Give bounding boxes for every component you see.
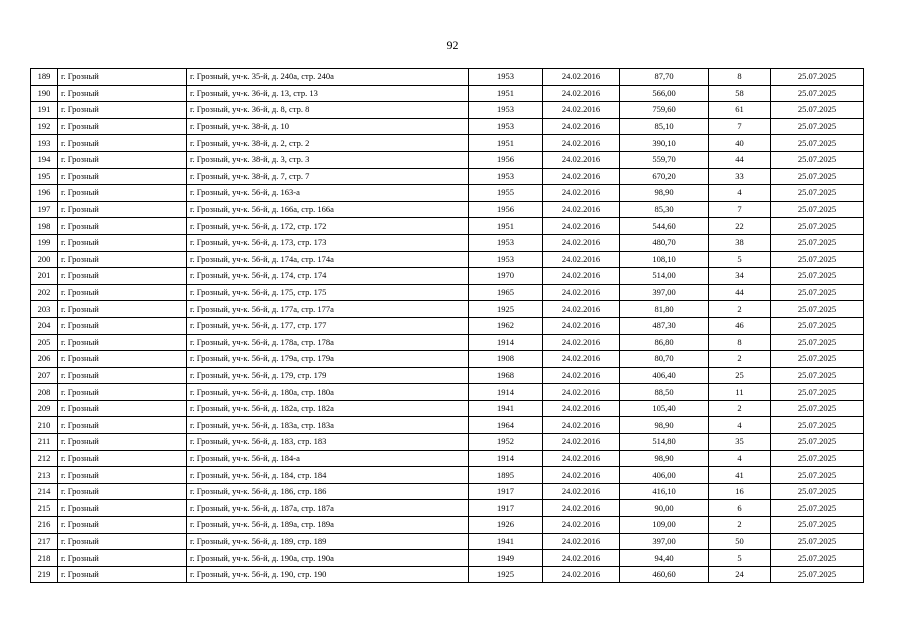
city-cell: г. Грозный xyxy=(58,417,187,434)
row-number: 208 xyxy=(31,384,58,401)
residents-count-cell: 5 xyxy=(709,251,771,268)
resettlement-date-cell: 25.07.2025 xyxy=(771,69,864,86)
table-row xyxy=(31,384,864,401)
area-cell: 514,00 xyxy=(620,268,709,285)
resettlement-date-cell: 25.07.2025 xyxy=(771,400,864,417)
resettlement-date-cell: 25.07.2025 xyxy=(771,517,864,534)
table-row xyxy=(31,367,864,384)
row-number: 198 xyxy=(31,218,58,235)
resettlement-date-cell: 25.07.2025 xyxy=(771,185,864,202)
resettlement-date-cell: 25.07.2025 xyxy=(771,151,864,168)
table-row xyxy=(31,69,864,86)
table-body xyxy=(31,69,864,583)
area-cell: 90,00 xyxy=(620,500,709,517)
table-row xyxy=(31,417,864,434)
residents-count-cell: 4 xyxy=(709,417,771,434)
table-row xyxy=(31,550,864,567)
city-cell: г. Грозный xyxy=(58,168,187,185)
table-row xyxy=(31,400,864,417)
table-row xyxy=(31,566,864,583)
recognition-date-cell: 24.02.2016 xyxy=(543,151,620,168)
resettlement-date-cell: 25.07.2025 xyxy=(771,367,864,384)
city-cell: г. Грозный xyxy=(58,533,187,550)
row-number: 189 xyxy=(31,69,58,86)
city-cell: г. Грозный xyxy=(58,251,187,268)
residents-count-cell: 25 xyxy=(709,367,771,384)
city-cell: г. Грозный xyxy=(58,384,187,401)
city-cell: г. Грозный xyxy=(58,500,187,517)
year-built-cell: 1914 xyxy=(469,450,543,467)
area-cell: 98,90 xyxy=(620,450,709,467)
row-number: 206 xyxy=(31,351,58,368)
resettlement-date-cell: 25.07.2025 xyxy=(771,434,864,451)
recognition-date-cell: 24.02.2016 xyxy=(543,201,620,218)
residents-count-cell: 58 xyxy=(709,85,771,102)
resettlement-date-cell: 25.07.2025 xyxy=(771,168,864,185)
residents-count-cell: 34 xyxy=(709,268,771,285)
area-cell: 397,00 xyxy=(620,533,709,550)
residents-count-cell: 2 xyxy=(709,301,771,318)
year-built-cell: 1941 xyxy=(469,533,543,550)
year-built-cell: 1917 xyxy=(469,500,543,517)
recognition-date-cell: 24.02.2016 xyxy=(543,284,620,301)
area-cell: 87,70 xyxy=(620,69,709,86)
table-row xyxy=(31,85,864,102)
area-cell: 397,00 xyxy=(620,284,709,301)
year-built-cell: 1968 xyxy=(469,367,543,384)
recognition-date-cell: 24.02.2016 xyxy=(543,400,620,417)
city-cell: г. Грозный xyxy=(58,69,187,86)
table-row xyxy=(31,517,864,534)
table-row xyxy=(31,434,864,451)
table-row xyxy=(31,450,864,467)
address-cell: г. Грозный, уч-к. 56-й, д. 179а, стр. 179а xyxy=(187,351,469,368)
area-cell: 109,00 xyxy=(620,517,709,534)
row-number: 200 xyxy=(31,251,58,268)
city-cell: г. Грозный xyxy=(58,102,187,119)
row-number: 217 xyxy=(31,533,58,550)
area-cell: 670,20 xyxy=(620,168,709,185)
row-number: 216 xyxy=(31,517,58,534)
row-number: 215 xyxy=(31,500,58,517)
area-cell: 480,70 xyxy=(620,234,709,251)
year-built-cell: 1953 xyxy=(469,102,543,119)
city-cell: г. Грозный xyxy=(58,483,187,500)
year-built-cell: 1926 xyxy=(469,517,543,534)
city-cell: г. Грозный xyxy=(58,284,187,301)
residents-count-cell: 2 xyxy=(709,351,771,368)
year-built-cell: 1965 xyxy=(469,284,543,301)
address-cell: г. Грозный, уч-к. 56-й, д. 166а, стр. 166а xyxy=(187,201,469,218)
resettlement-date-cell: 25.07.2025 xyxy=(771,234,864,251)
table-row xyxy=(31,168,864,185)
recognition-date-cell: 24.02.2016 xyxy=(543,550,620,567)
year-built-cell: 1949 xyxy=(469,550,543,567)
table-row xyxy=(31,201,864,218)
row-number: 201 xyxy=(31,268,58,285)
table-row xyxy=(31,135,864,152)
recognition-date-cell: 24.02.2016 xyxy=(543,467,620,484)
table-row xyxy=(31,533,864,550)
recognition-date-cell: 24.02.2016 xyxy=(543,301,620,318)
address-cell: г. Грозный, уч-к. 38-й, д. 3, стр. 3 xyxy=(187,151,469,168)
city-cell: г. Грозный xyxy=(58,450,187,467)
year-built-cell: 1914 xyxy=(469,334,543,351)
resettlement-date-cell: 25.07.2025 xyxy=(771,251,864,268)
residents-count-cell: 24 xyxy=(709,566,771,583)
address-cell: г. Грозный, уч-к. 56-й, д. 172, стр. 172 xyxy=(187,218,469,235)
area-cell: 105,40 xyxy=(620,400,709,417)
table-row xyxy=(31,351,864,368)
address-cell: г. Грозный, уч-к. 56-й, д. 174а, стр. 174а xyxy=(187,251,469,268)
recognition-date-cell: 24.02.2016 xyxy=(543,434,620,451)
address-cell: г. Грозный, уч-к. 56-й, д. 190а, стр. 190а xyxy=(187,550,469,567)
resettlement-date-cell: 25.07.2025 xyxy=(771,85,864,102)
recognition-date-cell: 24.02.2016 xyxy=(543,450,620,467)
recognition-date-cell: 24.02.2016 xyxy=(543,102,620,119)
residents-count-cell: 22 xyxy=(709,218,771,235)
recognition-date-cell: 24.02.2016 xyxy=(543,566,620,583)
area-cell: 460,60 xyxy=(620,566,709,583)
address-cell: г. Грозный, уч-к. 56-й, д. 178а, стр. 178а xyxy=(187,334,469,351)
row-number: 191 xyxy=(31,102,58,119)
recognition-date-cell: 24.02.2016 xyxy=(543,135,620,152)
address-cell: г. Грозный, уч-к. 38-й, д. 2, стр. 2 xyxy=(187,135,469,152)
resettlement-date-cell: 25.07.2025 xyxy=(771,351,864,368)
city-cell: г. Грозный xyxy=(58,185,187,202)
resettlement-date-cell: 25.07.2025 xyxy=(771,118,864,135)
year-built-cell: 1951 xyxy=(469,218,543,235)
row-number: 203 xyxy=(31,301,58,318)
city-cell: г. Грозный xyxy=(58,218,187,235)
residents-count-cell: 2 xyxy=(709,400,771,417)
row-number: 195 xyxy=(31,168,58,185)
resettlement-date-cell: 25.07.2025 xyxy=(771,417,864,434)
residents-count-cell: 7 xyxy=(709,201,771,218)
row-number: 210 xyxy=(31,417,58,434)
city-cell: г. Грозный xyxy=(58,135,187,152)
year-built-cell: 1925 xyxy=(469,301,543,318)
recognition-date-cell: 24.02.2016 xyxy=(543,483,620,500)
city-cell: г. Грозный xyxy=(58,467,187,484)
address-cell: г. Грозный, уч-к. 56-й, д. 186, стр. 186 xyxy=(187,483,469,500)
city-cell: г. Грозный xyxy=(58,151,187,168)
resettlement-date-cell: 25.07.2025 xyxy=(771,135,864,152)
table-row xyxy=(31,102,864,119)
resettlement-date-cell: 25.07.2025 xyxy=(771,500,864,517)
recognition-date-cell: 24.02.2016 xyxy=(543,69,620,86)
table-row xyxy=(31,118,864,135)
residents-count-cell: 35 xyxy=(709,434,771,451)
recognition-date-cell: 24.02.2016 xyxy=(543,185,620,202)
city-cell: г. Грозный xyxy=(58,351,187,368)
row-number: 212 xyxy=(31,450,58,467)
resettlement-date-cell: 25.07.2025 xyxy=(771,483,864,500)
row-number: 209 xyxy=(31,400,58,417)
address-cell: г. Грозный, уч-к. 36-й, д. 13, стр. 13 xyxy=(187,85,469,102)
address-cell: г. Грозный, уч-к. 56-й, д. 183, стр. 183 xyxy=(187,434,469,451)
residents-count-cell: 5 xyxy=(709,550,771,567)
address-cell: г. Грозный, уч-к. 56-й, д. 189а, стр. 189а xyxy=(187,517,469,534)
area-cell: 94,40 xyxy=(620,550,709,567)
recognition-date-cell: 24.02.2016 xyxy=(543,533,620,550)
city-cell: г. Грозный xyxy=(58,317,187,334)
area-cell: 566,00 xyxy=(620,85,709,102)
residents-count-cell: 4 xyxy=(709,185,771,202)
table-row xyxy=(31,301,864,318)
city-cell: г. Грозный xyxy=(58,201,187,218)
row-number: 194 xyxy=(31,151,58,168)
row-number: 199 xyxy=(31,234,58,251)
address-cell: г. Грозный, уч-к. 56-й, д. 177а, стр. 177а xyxy=(187,301,469,318)
resettlement-date-cell: 25.07.2025 xyxy=(771,467,864,484)
recognition-date-cell: 24.02.2016 xyxy=(543,218,620,235)
recognition-date-cell: 24.02.2016 xyxy=(543,384,620,401)
address-cell: г. Грозный, уч-к. 56-й, д. 190, стр. 190 xyxy=(187,566,469,583)
recognition-date-cell: 24.02.2016 xyxy=(543,500,620,517)
address-cell: г. Грозный, уч-к. 56-й, д. 173, стр. 173 xyxy=(187,234,469,251)
address-cell: г. Грозный, уч-к. 38-й, д. 10 xyxy=(187,118,469,135)
resettlement-date-cell: 25.07.2025 xyxy=(771,334,864,351)
year-built-cell: 1953 xyxy=(469,168,543,185)
city-cell: г. Грозный xyxy=(58,517,187,534)
resettlement-date-cell: 25.07.2025 xyxy=(771,384,864,401)
year-built-cell: 1956 xyxy=(469,151,543,168)
table-row xyxy=(31,317,864,334)
row-number: 196 xyxy=(31,185,58,202)
year-built-cell: 1953 xyxy=(469,234,543,251)
year-built-cell: 1951 xyxy=(469,85,543,102)
residents-count-cell: 46 xyxy=(709,317,771,334)
year-built-cell: 1955 xyxy=(469,185,543,202)
resettlement-date-cell: 25.07.2025 xyxy=(771,566,864,583)
area-cell: 514,80 xyxy=(620,434,709,451)
year-built-cell: 1908 xyxy=(469,351,543,368)
residents-count-cell: 16 xyxy=(709,483,771,500)
row-number: 218 xyxy=(31,550,58,567)
area-cell: 416,10 xyxy=(620,483,709,500)
address-cell: г. Грозный, уч-к. 56-й, д. 180а, стр. 180а xyxy=(187,384,469,401)
residents-count-cell: 6 xyxy=(709,500,771,517)
city-cell: г. Грозный xyxy=(58,550,187,567)
resettlement-date-cell: 25.07.2025 xyxy=(771,284,864,301)
residents-count-cell: 4 xyxy=(709,450,771,467)
area-cell: 390,10 xyxy=(620,135,709,152)
row-number: 192 xyxy=(31,118,58,135)
area-cell: 487,30 xyxy=(620,317,709,334)
address-cell: г. Грозный, уч-к. 35-й, д. 240а, стр. 240а xyxy=(187,69,469,86)
area-cell: 108,10 xyxy=(620,251,709,268)
year-built-cell: 1952 xyxy=(469,434,543,451)
table-row xyxy=(31,483,864,500)
row-number: 214 xyxy=(31,483,58,500)
resettlement-date-cell: 25.07.2025 xyxy=(771,301,864,318)
area-cell: 406,40 xyxy=(620,367,709,384)
resettlement-date-cell: 25.07.2025 xyxy=(771,201,864,218)
recognition-date-cell: 24.02.2016 xyxy=(543,317,620,334)
year-built-cell: 1953 xyxy=(469,251,543,268)
table-row xyxy=(31,151,864,168)
city-cell: г. Грозный xyxy=(58,118,187,135)
address-cell: г. Грозный, уч-к. 56-й, д. 175, стр. 175 xyxy=(187,284,469,301)
year-built-cell: 1962 xyxy=(469,317,543,334)
resettlement-date-cell: 25.07.2025 xyxy=(771,102,864,119)
row-number: 213 xyxy=(31,467,58,484)
city-cell: г. Грозный xyxy=(58,367,187,384)
table-row xyxy=(31,251,864,268)
city-cell: г. Грозный xyxy=(58,301,187,318)
row-number: 207 xyxy=(31,367,58,384)
residents-count-cell: 33 xyxy=(709,168,771,185)
area-cell: 544,60 xyxy=(620,218,709,235)
residents-count-cell: 44 xyxy=(709,284,771,301)
year-built-cell: 1917 xyxy=(469,483,543,500)
table-row xyxy=(31,334,864,351)
residents-count-cell: 50 xyxy=(709,533,771,550)
address-cell: г. Грозный, уч-к. 36-й, д. 8, стр. 8 xyxy=(187,102,469,119)
recognition-date-cell: 24.02.2016 xyxy=(543,417,620,434)
address-cell: г. Грозный, уч-к. 56-й, д. 163-а xyxy=(187,185,469,202)
area-cell: 88,50 xyxy=(620,384,709,401)
area-cell: 98,90 xyxy=(620,185,709,202)
year-built-cell: 1941 xyxy=(469,400,543,417)
address-cell: г. Грозный, уч-к. 56-й, д. 177, стр. 177 xyxy=(187,317,469,334)
row-number: 202 xyxy=(31,284,58,301)
table-row xyxy=(31,185,864,202)
area-cell: 85,30 xyxy=(620,201,709,218)
address-cell: г. Грозный, уч-к. 56-й, д. 187а, стр. 187а xyxy=(187,500,469,517)
address-cell: г. Грозный, уч-к. 56-й, д. 182а, стр. 182а xyxy=(187,400,469,417)
area-cell: 80,70 xyxy=(620,351,709,368)
year-built-cell: 1956 xyxy=(469,201,543,218)
city-cell: г. Грозный xyxy=(58,566,187,583)
page-number: 92 xyxy=(446,38,459,52)
year-built-cell: 1970 xyxy=(469,268,543,285)
row-number: 204 xyxy=(31,317,58,334)
residents-count-cell: 11 xyxy=(709,384,771,401)
table-row xyxy=(31,268,864,285)
recognition-date-cell: 24.02.2016 xyxy=(543,334,620,351)
residents-count-cell: 7 xyxy=(709,118,771,135)
housing-registry-table xyxy=(30,68,864,583)
row-number: 205 xyxy=(31,334,58,351)
residents-count-cell: 38 xyxy=(709,234,771,251)
recognition-date-cell: 24.02.2016 xyxy=(543,351,620,368)
recognition-date-cell: 24.02.2016 xyxy=(543,168,620,185)
resettlement-date-cell: 25.07.2025 xyxy=(771,450,864,467)
row-number: 219 xyxy=(31,566,58,583)
year-built-cell: 1951 xyxy=(469,135,543,152)
recognition-date-cell: 24.02.2016 xyxy=(543,234,620,251)
year-built-cell: 1953 xyxy=(469,118,543,135)
area-cell: 559,70 xyxy=(620,151,709,168)
year-built-cell: 1925 xyxy=(469,566,543,583)
city-cell: г. Грозный xyxy=(58,334,187,351)
table-row xyxy=(31,284,864,301)
recognition-date-cell: 24.02.2016 xyxy=(543,251,620,268)
year-built-cell: 1964 xyxy=(469,417,543,434)
area-cell: 85,10 xyxy=(620,118,709,135)
address-cell: г. Грозный, уч-к. 56-й, д. 189, стр. 189 xyxy=(187,533,469,550)
address-cell: г. Грозный, уч-к. 56-й, д. 183а, стр. 183а xyxy=(187,417,469,434)
address-cell: г. Грозный, уч-к. 56-й, д. 174, стр. 174 xyxy=(187,268,469,285)
address-cell: г. Грозный, уч-к. 56-й, д. 184, стр. 184 xyxy=(187,467,469,484)
area-cell: 86,80 xyxy=(620,334,709,351)
address-cell: г. Грозный, уч-к. 38-й, д. 7, стр. 7 xyxy=(187,168,469,185)
table-row xyxy=(31,467,864,484)
area-cell: 759,60 xyxy=(620,102,709,119)
year-built-cell: 1914 xyxy=(469,384,543,401)
residents-count-cell: 2 xyxy=(709,517,771,534)
recognition-date-cell: 24.02.2016 xyxy=(543,118,620,135)
resettlement-date-cell: 25.07.2025 xyxy=(771,533,864,550)
residents-count-cell: 8 xyxy=(709,69,771,86)
recognition-date-cell: 24.02.2016 xyxy=(543,517,620,534)
resettlement-date-cell: 25.07.2025 xyxy=(771,218,864,235)
city-cell: г. Грозный xyxy=(58,400,187,417)
city-cell: г. Грозный xyxy=(58,85,187,102)
recognition-date-cell: 24.02.2016 xyxy=(543,85,620,102)
year-built-cell: 1895 xyxy=(469,467,543,484)
city-cell: г. Грозный xyxy=(58,234,187,251)
area-cell: 81,80 xyxy=(620,301,709,318)
recognition-date-cell: 24.02.2016 xyxy=(543,268,620,285)
area-cell: 98,90 xyxy=(620,417,709,434)
address-cell: г. Грозный, уч-к. 56-й, д. 179, стр. 179 xyxy=(187,367,469,384)
city-cell: г. Грозный xyxy=(58,268,187,285)
table-row xyxy=(31,500,864,517)
recognition-date-cell: 24.02.2016 xyxy=(543,367,620,384)
resettlement-date-cell: 25.07.2025 xyxy=(771,317,864,334)
row-number: 193 xyxy=(31,135,58,152)
residents-count-cell: 41 xyxy=(709,467,771,484)
row-number: 190 xyxy=(31,85,58,102)
residents-count-cell: 8 xyxy=(709,334,771,351)
city-cell: г. Грозный xyxy=(58,434,187,451)
row-number: 197 xyxy=(31,201,58,218)
address-cell: г. Грозный, уч-к. 56-й, д. 184-а xyxy=(187,450,469,467)
resettlement-date-cell: 25.07.2025 xyxy=(771,550,864,567)
table-row xyxy=(31,218,864,235)
residents-count-cell: 40 xyxy=(709,135,771,152)
resettlement-date-cell: 25.07.2025 xyxy=(771,268,864,285)
year-built-cell: 1953 xyxy=(469,69,543,86)
row-number: 211 xyxy=(31,434,58,451)
residents-count-cell: 61 xyxy=(709,102,771,119)
residents-count-cell: 44 xyxy=(709,151,771,168)
area-cell: 406,00 xyxy=(620,467,709,484)
table-row xyxy=(31,234,864,251)
